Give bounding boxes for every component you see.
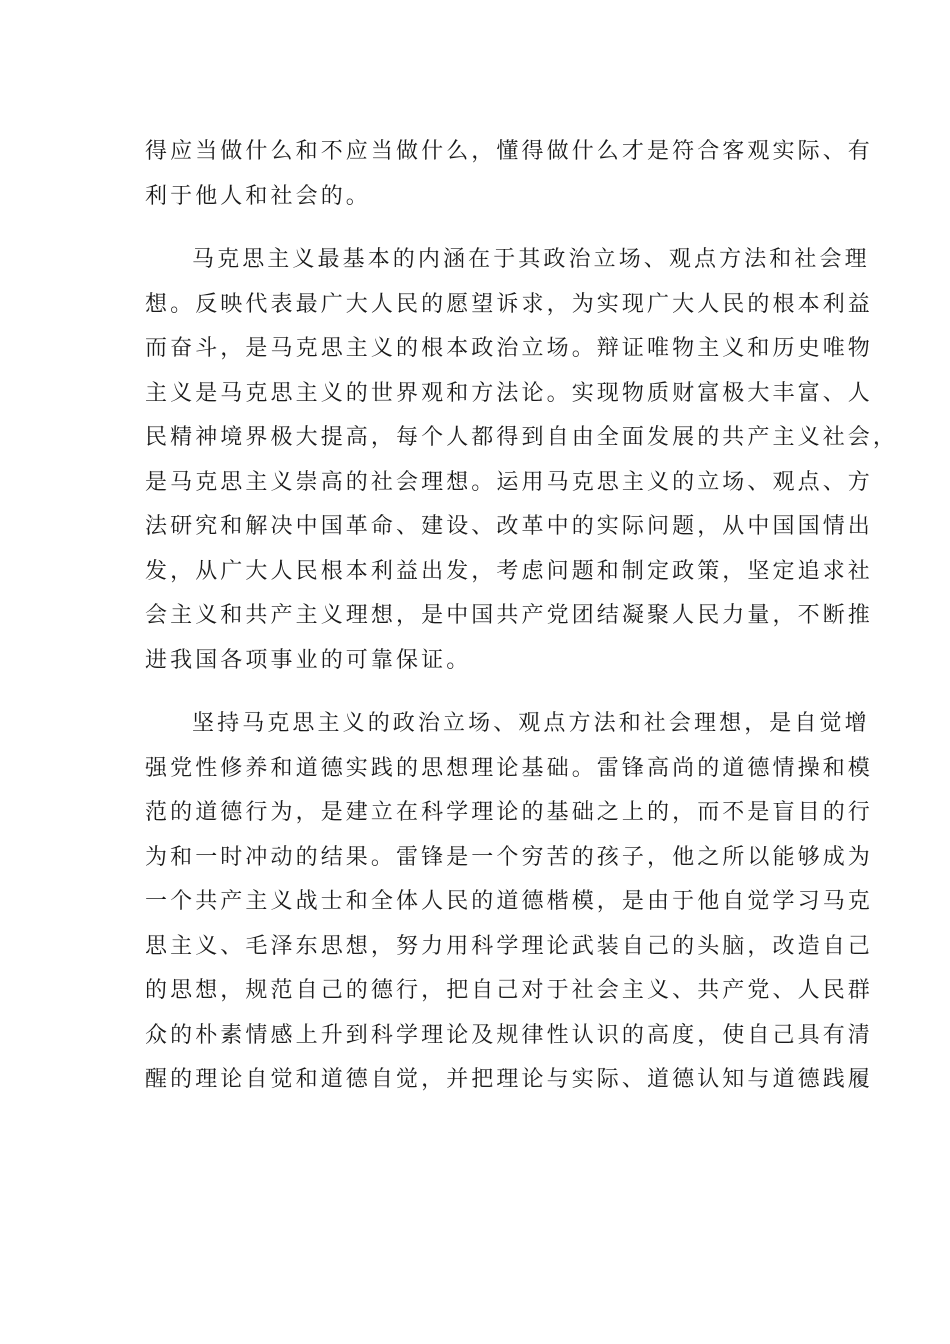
paragraph-2-line-2: 想。反映代表最广大人民的愿望诉求，为实现广大人民的根本利益	[145, 291, 873, 317]
paragraph-3-line-2: 强党性修养和道德实践的思想理论基础。雷锋高尚的道德情操和模	[145, 755, 873, 781]
paragraph-1-line-2: 利于他人和社会的。	[145, 183, 371, 209]
paragraph-2-line-3: 而奋斗，是马克思主义的根本政治立场。辩证唯物主义和历史唯物	[145, 336, 873, 361]
paragraph-2-line-5: 民精神境界极大提高，每个人都得到自由全面发展的共产主义社会，	[145, 425, 899, 450]
paragraph-3-line-1: 坚持马克思主义的政治立场、观点方法和社会理想，是自觉增	[192, 711, 870, 736]
paragraph-1-line-1: 得应当做什么和不应当做什么，懂得做什么才是符合客观实际、有	[145, 139, 873, 164]
paragraph-2-line-8: 发，从广大人民根本利益出发，考虑问题和制定政策，坚定追求社	[145, 558, 873, 584]
paragraph-2-line-1: 马克思主义最基本的内涵在于其政治立场、观点方法和社会理	[192, 247, 870, 272]
paragraph-2-line-10: 进我国各项事业的可靠保证。	[145, 647, 472, 673]
paragraph-3-line-5: 一个共产主义战士和全体人民的道德楷模，是由于他自觉学习马克	[145, 889, 873, 914]
body-text	[145, 130, 899, 1103]
paragraph-3-line-7: 的思想，规范自己的德行，把自己对于社会主义、共产党、人民群	[145, 978, 873, 1003]
paragraph-3-line-4: 为和一时冲动的结果。雷锋是一个穷苦的孩子，他之所以能够成为	[145, 844, 873, 870]
paragraph-3-line-6: 思主义、毛泽东思想，努力用科学理论武装自己的头脑，改造自己	[145, 933, 873, 959]
paragraph-3-line-8: 众的朴素情感上升到科学理论及规律性认识的高度，使自己具有清	[145, 1022, 873, 1048]
paragraph-3-line-9: 醒的理论自觉和道德自觉，并把理论与实际、道德认知与道德践履	[145, 1067, 873, 1092]
paragraph-2-line-7: 法研究和解决中国革命、建设、改革中的实际问题，从中国国情出	[145, 514, 873, 539]
paragraph-3-line-3: 范的道德行为，是建立在科学理论的基础之上的，而不是盲目的行	[145, 800, 873, 825]
paragraph-2-line-4: 主义是马克思主义的世界观和方法论。实现物质财富极大丰富、人	[145, 380, 873, 406]
paragraph-spacer	[145, 683, 800, 702]
paragraph-spacer	[145, 219, 800, 238]
paragraph-2-line-6: 是马克思主义崇高的社会理想。运用马克思主义的立场、观点、方	[145, 469, 873, 495]
paragraph-2-line-9: 会主义和共产主义理想，是中国共产党团结凝聚人民力量，不断推	[145, 603, 873, 628]
